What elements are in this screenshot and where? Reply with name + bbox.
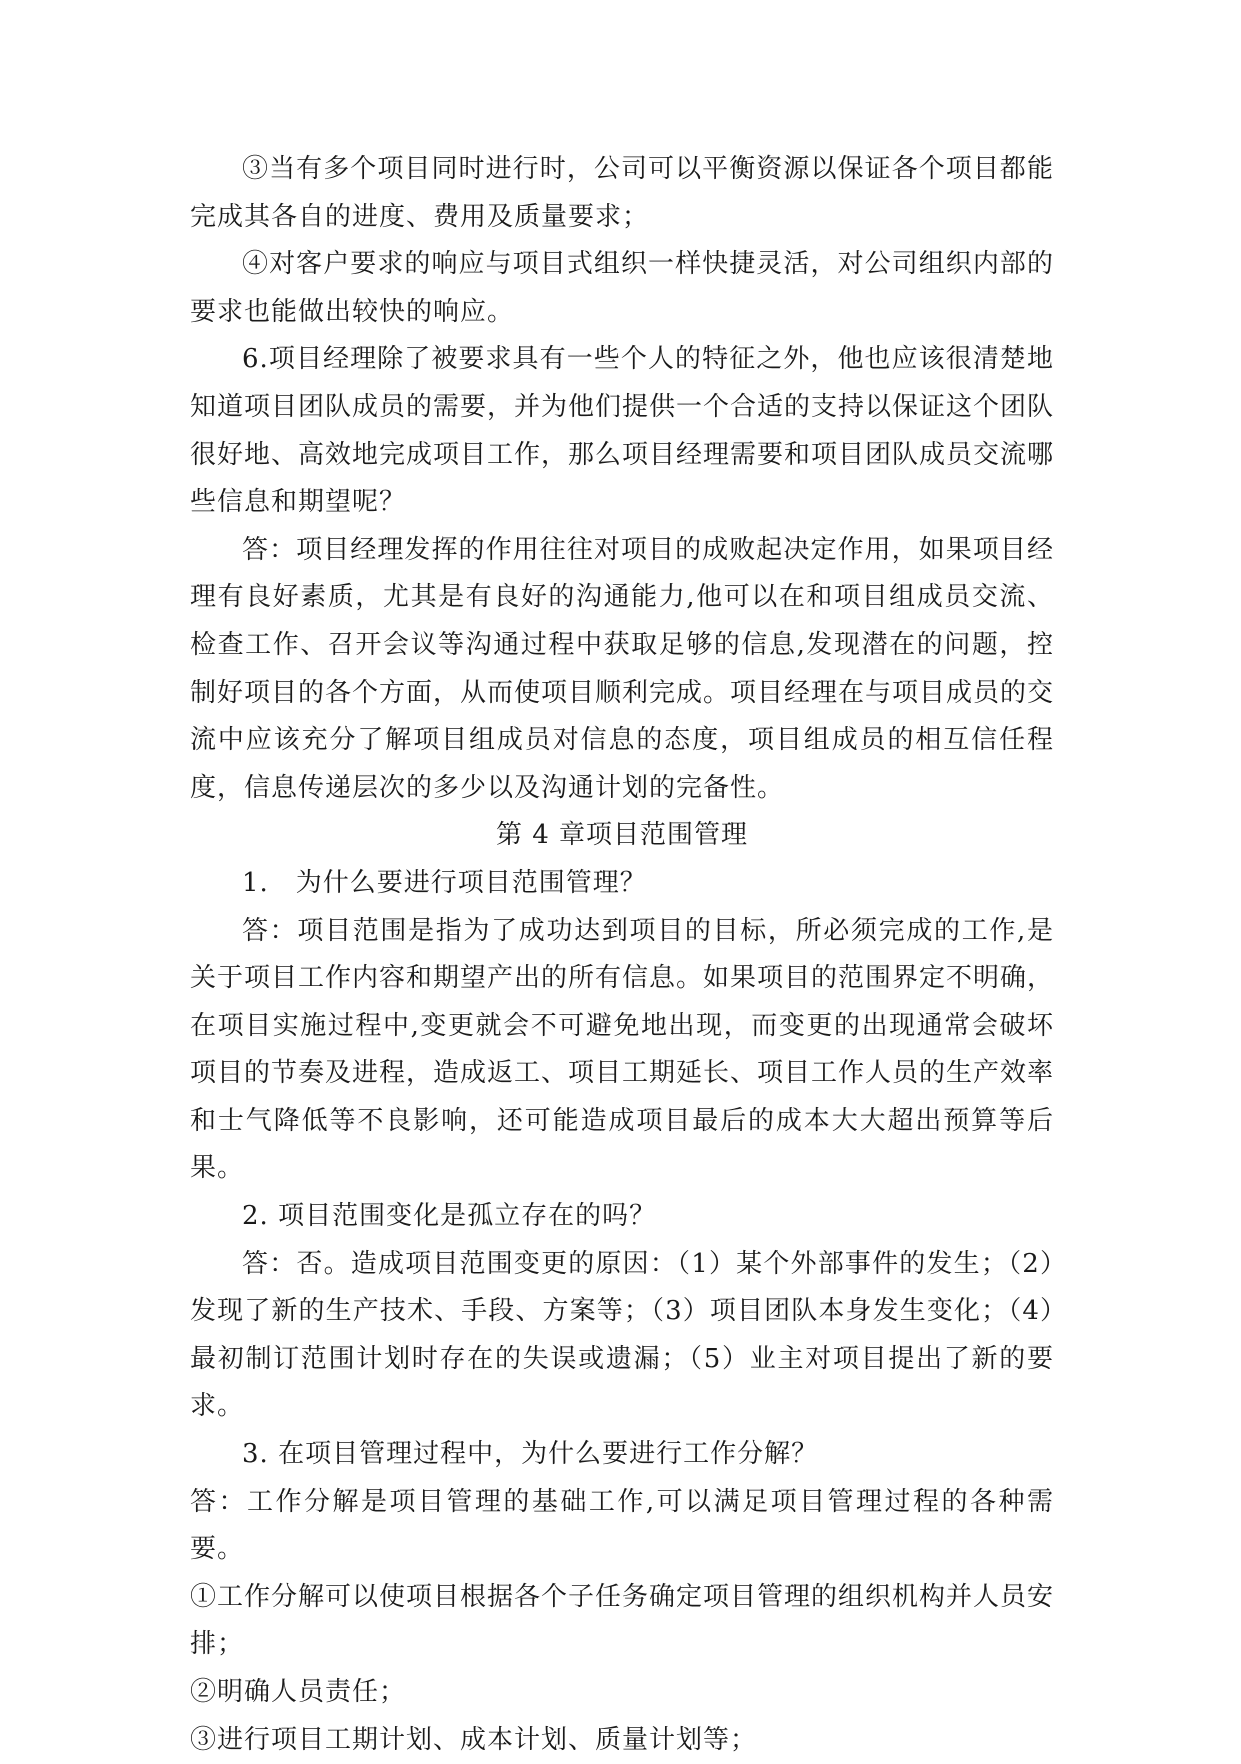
document-page	[190, 146, 1054, 1764]
answer-2: 答：否。造成项目范围变更的原因：（1）某个外部事件的发生；（2）发现了新的生产技术、手段、方案等；（3）项目团队本身发生变化；（4）最初制订范围计划时存在的失误或遗漏；（5）业主对项目提出了新的要求。	[190, 1248, 1054, 1422]
answer-3-item-1: ①工作分解可以使项目根据各个子任务确定项目管理的组织机构并人员安排；	[190, 1581, 1055, 1660]
question-6: 6.项目经理除了被要求具有一些个人的特征之外，他也应该很清楚地知道项目团队成员的需要，并为他们提供一个合适的支持以保证这个团队很好地、高效地完成项目工作，那么项目经理需要和项目团队成员交流哪些信息和期望呢？	[190, 344, 1055, 518]
chapter-heading: 第 4 章项目范围管理	[495, 820, 749, 851]
question-3: 3. 在项目管理过程中，为什么要进行工作分解？	[242, 1439, 819, 1470]
answer-3: 答：工作分解是项目管理的基础工作,可以满足项目管理过程的各种需要。	[190, 1486, 1054, 1565]
answer-3-item-2: ②明确人员责任；	[190, 1677, 407, 1707]
question-1: 1. 为什么要进行项目范围管理？	[242, 867, 647, 898]
answer-3-item-3: ③进行项目工期计划、成本计划、质量计划等；	[190, 1724, 758, 1755]
answer-1: 答：项目范围是指为了成功达到项目的目标，所必须完成的工作,是关于项目工作内容和期望产出的所有信息。如果项目的范围界定不明确，在项目实施过程中,变更就会不可避免地出现，而变更的出现通常会破坏项目的节奏及进程，造成返工、项目工期延长、项目工作人员的生产效率和士气降低等不良影响，还可能造成项目最后的成本大大超出预算等后果。	[190, 915, 1055, 1184]
question-2: 2. 项目范围变化是孤立存在的吗？	[242, 1201, 657, 1232]
answer-6: 答：项目经理发挥的作用往往对项目的成败起决定作用，如果项目经理有良好素质，尤其是有良好的沟通能力,他可以在和项目组成员交流、检查工作、召开会议等沟通过程中获取足够的信息,发现潜在的问题，控制好项目的各个方面，从而使项目顺利完成。项目经理在与项目成员的交流中应该充分了解项目组成员对信息的态度，项目组成员的相互信任程度，信息传递层次的多少以及沟通计划的完备性。	[190, 534, 1055, 803]
paragraph-item-4: ④对客户要求的响应与项目式组织一样快捷灵活，对公司组织内部的要求也能做出较快的响应。	[190, 249, 1054, 327]
paragraph-item-3: ③当有多个项目同时进行时，公司可以平衡资源以保证各个项目都能完成其各自的进度、费用及质量要求；	[190, 154, 1054, 232]
